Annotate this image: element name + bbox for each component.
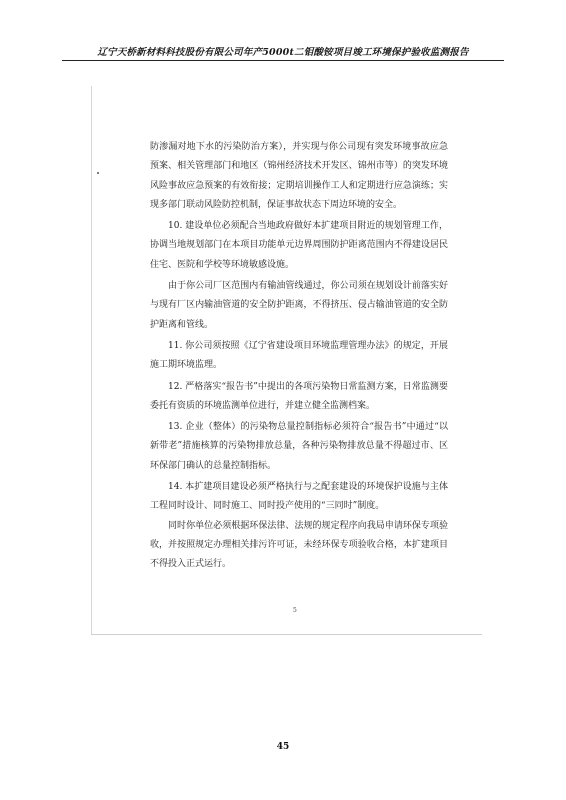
paragraph-item-11: 11. 你公司须按照《辽宁省建设项目环境监理管理办法》的规定，开展施工期环境监理。 bbox=[150, 340, 448, 371]
header-divider bbox=[62, 60, 504, 61]
paragraph-item-13: 13. 企业（整体）的污染物总量控制指标必须符合“报告书”中通过“以新带老”措施核算的污染物排放总量，各种污染物排放总量不得超过市、区环保部门确认的总量控制指标。 bbox=[150, 422, 448, 471]
report-header-title: 辽宁天桥新材料科技股份有限公司年产5000t二钼酸铵项目竣工环境保护验收监测报告 bbox=[97, 47, 469, 58]
paragraph-risk-prevention: 防渗漏对地下水的污染防治方案），并实现与你公司现有突发环境事故应急预案、相关管理部门和地区（锦州经济技术开发区、锦州市等）的突发环境风险事故应急预案的有效衔接；定期培训操作工人和定期进行应急演练；实现多部门联动风险防控机制，保证事故状态下周边环境的安全。 bbox=[150, 142, 448, 210]
paragraph-item-12: 12. 严格落实“报告书”中提出的各项污染物日常监测方案，日常监测要委托有资质的环境监测单位进行，并建立健全监测档案。 bbox=[150, 381, 448, 411]
page-number: 45 bbox=[276, 742, 290, 752]
scan-speck bbox=[97, 172, 99, 174]
paragraph-item-10: 10. 建设单位必须配合当地政府做好本扩建项目附近的规划管理工作，协调当地规划部门在本项目功能单元边界周围防护距离范围内不得建设居民住宅、医院和学校等环境敏感设施。 bbox=[150, 221, 448, 270]
paragraph-pipeline: 由于你公司厂区范围内有输油管线通过，你公司须在规划设计前落实好与现有厂区内输油管道的安全防护距离，不得挤压、侵占输油管道的安全防护距离和管线。 bbox=[150, 281, 448, 330]
paragraph-acceptance: 同时你单位必须根据环保法律、法规的规定程序向我局申请环保专项验收，并按照规定办理相关排污许可证，未经环保专项验收合格，本扩建项目不得投入正式运行。 bbox=[150, 520, 448, 570]
paragraph-item-14: 14. 本扩建项目建设必须严格执行与之配套建设的环境保护设施与主体工程同时设计、同时施工、同时投产使用的“三同时”制度。 bbox=[150, 482, 448, 512]
document-body bbox=[150, 138, 448, 575]
footnote-mark: 5 bbox=[293, 607, 297, 614]
